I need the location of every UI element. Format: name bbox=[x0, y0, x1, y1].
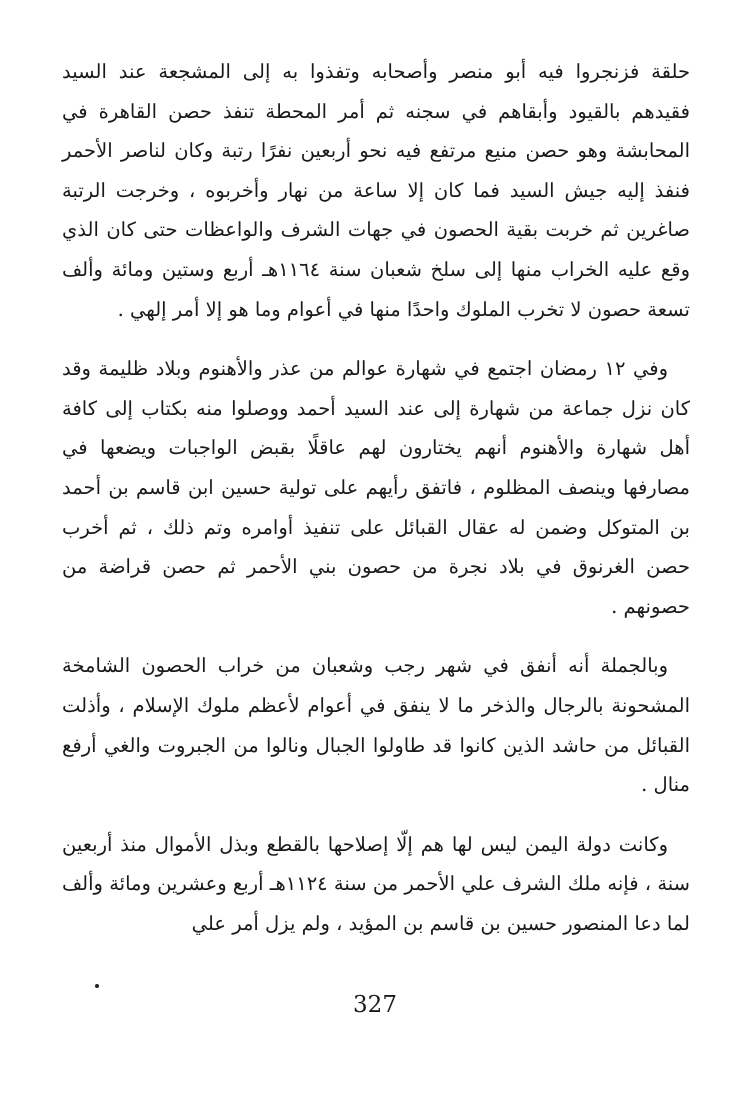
ink-dot bbox=[95, 984, 99, 988]
paragraph-4: وكانت دولة اليمن ليس لها هم إلّا إصلاحها بالقطع وبذل الأموال منذ أربعين سنة ، فإنه ملك الشرف علي الأحمر من سنة ١١٢٤هـ أربع وعشرين ومائة وألف لما دعا المنصور حسين بن قاسم بن المؤيد ، ولم يزل أمر علي bbox=[62, 832, 690, 935]
paragraph-2: وفي ١٢ رمضان اجتمع في شهارة عوالم من عذر والأهنوم وبلاد ظليمة وقد كان نزل جماعة من شهارة إلى عند السيد أحمد ووصلوا منه بكتاب إلى كافة أهل شهارة والأهنوم أنهم يختارون لهم عاقلًا بقبض الواجبات ويضعها في مصارفها وينصف المظلوم ، فاتفق رأيهم على تولية حسين ابن قاسم بن أحمد بن المتوكل وضمن له عقال القبائل على تنفيذ أوامره وتم ذلك ، ثم أخرب حصن الغرنوق في بلاد نجرة من حصون بني الأحمر ثم حصن قراضة من حصونهم . bbox=[62, 357, 690, 618]
paragraph-3: وبالجملة أنه أنفق في شهر رجب وشعبان من خراب الحصون الشامخة المشحونة بالرجال والذخر ما لا ينفق في أعوام لأعظم ملوك الإسلام ، وأذلت القبائل من حاشد الذين كانوا قد طاولوا الجبال ونالوا من الجبروت والغي أرفع منال . bbox=[62, 654, 690, 797]
page-number: 327 bbox=[353, 992, 397, 1018]
paragraph-1: حلقة فزنجروا فيه أبو منصر وأصحابه وتفذوا به إلى المشجعة عند السيد فقيدهم بالقيود وأبقاهم في سجنه ثم أمر المحطة تنفذ حصن القاهرة في المحابشة وهو حصن منيع مرتفع فيه نحو أربعين نفرًا رتبة وكان لناصر الأحمر فنفذ إليه جيش السيد فما كان إلا ساعة من نهار وأخربوه ، وخرجت الرتبة صاغرين ثم خربت بقية الحصون في جهات الشرف والواعظات حتى كان الذي وقع عليه الخراب منها إلى سلخ شعبان سنة ١١٦٤هـ أربع وستين ومائة وألف تسعة حصون لا تخرب الملوك واحدًا منها في أعوام وما هو إلا أمر إلهي . bbox=[62, 60, 690, 321]
body-text bbox=[62, 52, 690, 943]
